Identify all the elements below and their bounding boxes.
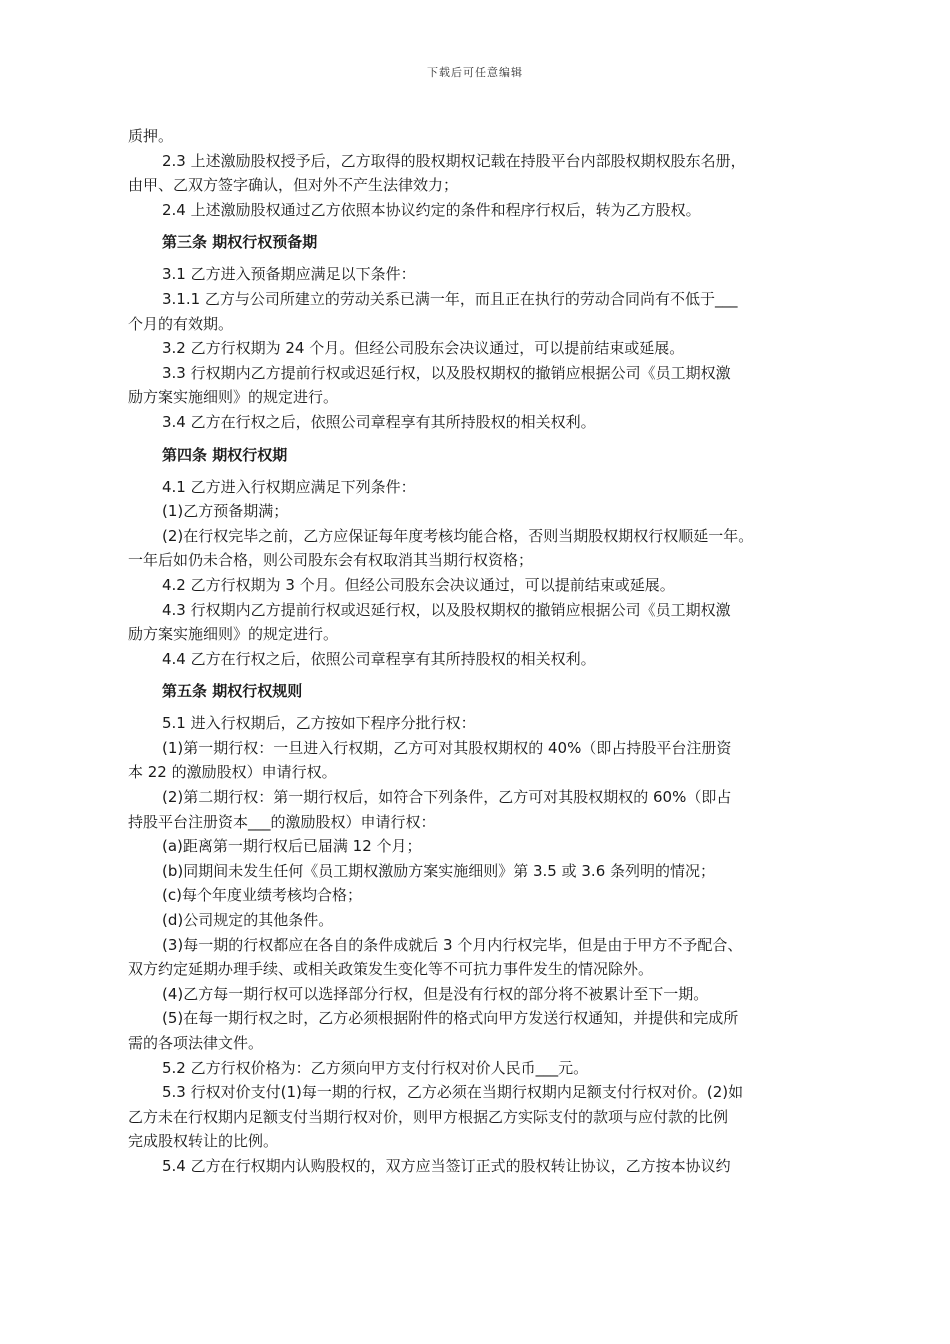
paragraph-line: (b)同期间未发生任何《员工期权激励方案实施细则》第 3.5 或 3.6 条列明的情况；	[162, 861, 716, 880]
section-heading: 第五条 期权行权规则	[162, 682, 303, 701]
paragraph-line: (5)在每一期行权之时，乙方必须根据附件的格式向甲方发送行权通知，并提供和完成所	[162, 1009, 739, 1028]
paragraph-line: 4.4 乙方在行权之后，依照公司章程享有其所持股权的相关权利。	[162, 649, 596, 668]
paragraph-line: 励方案实施细则》的规定进行。	[128, 388, 339, 407]
paragraph-line: 本 22 的激励股权）申请行权。	[128, 763, 337, 782]
paragraph-line: 双方约定延期办理手续、或相关政策发生变化等不可抗力事件发生的情况除外。	[128, 960, 654, 979]
paragraph-line: 持股平台注册资本___的激励股权）申请行权：	[128, 812, 436, 831]
paragraph-line: (1)第一期行权：一旦进入行权期，乙方可对其股权期权的 40%（即占持股平台注册资	[162, 738, 732, 757]
paragraph-line: (4)乙方每一期行权可以选择部分行权，但是没有行权的部分将不被累计至下一期。	[162, 984, 709, 1003]
section-heading: 第三条 期权行权预备期	[162, 233, 318, 252]
paragraph-line: 4.1 乙方进入行权期应满足下列条件：	[162, 477, 416, 496]
paragraph-line: 4.3 行权期内乙方提前行权或迟延行权，以及股权期权的撤销应根据公司《员工期权激	[162, 600, 731, 619]
paragraph-line: 乙方未在行权期内足额支付当期行权对价，则甲方根据乙方实际支付的款项与应付款的比例	[128, 1107, 729, 1126]
paragraph-line: 5.2 乙方行权价格为：乙方须向甲方支付行权对价人民币___元。	[162, 1058, 589, 1077]
paragraph-line: 需的各项法律文件。	[128, 1034, 264, 1052]
paragraph-line: 3.4 乙方在行权之后，依照公司章程享有其所持股权的相关权利。	[162, 412, 596, 431]
paragraph-line: (1)乙方预备期满；	[162, 502, 289, 521]
paragraph-line: (c)每个年度业绩考核均合格；	[162, 886, 362, 905]
paragraph-line: 5.1 进入行权期后，乙方按如下程序分批行权：	[162, 714, 476, 733]
paragraph-line: 由甲、乙双方签字确认，但对外不产生法律效力；	[128, 176, 459, 195]
paragraph-line: 2.4 上述激励股权通过乙方依照本协议约定的条件和程序行权后，转为乙方股权。	[162, 200, 701, 219]
paragraph-line: (2)第二期行权：第一期行权后，如符合下列条件，乙方可对其股权期权的 60%（即占	[162, 788, 732, 807]
paragraph-line: 3.1 乙方进入预备期应满足以下条件：	[162, 265, 416, 284]
paragraph-line: 2.3 上述激励股权授予后，乙方取得的股权期权记载在持股平台内部股权期权股东名册，	[162, 151, 746, 170]
paragraph-line: (2)在行权完毕之前，乙方应保证每年度考核均能合格，否则当期股权期权行权顺延一年。	[162, 526, 754, 545]
paragraph-line: 3.1.1 乙方与公司所建立的劳动关系已满一年，而且正在执行的劳动合同尚有不低于___	[162, 289, 738, 308]
paragraph-line: 质押。	[128, 127, 174, 145]
page-header: 下载后可任意编辑	[427, 66, 523, 79]
paragraph-line: 5.4 乙方在行权期内认购股权的，双方应当签订正式的股权转让协议，乙方按本协议约	[162, 1156, 731, 1175]
document-body	[128, 124, 818, 1179]
section-heading: 第四条 期权行权期	[162, 445, 288, 464]
paragraph-line: 个月的有效期。	[128, 314, 234, 333]
paragraph-line: (3)每一期的行权都应在各自的条件成就后 3 个月内行权完毕，但是由于甲方不予配合、	[162, 935, 743, 954]
paragraph-line: (a)距离第一期行权后已届满 12 个月；	[162, 837, 422, 856]
paragraph-line: 一年后如仍未合格，则公司股东会有权取消其当期行权资格；	[128, 551, 534, 570]
paragraph-line: 4.2 乙方行权期为 3 个月。但经公司股东会决议通过，可以提前结束或延展。	[162, 575, 675, 594]
paragraph-line: (d)公司规定的其他条件。	[162, 911, 334, 930]
paragraph-line: 3.3 行权期内乙方提前行权或迟延行权，以及股权期权的撤销应根据公司《员工期权激	[162, 363, 731, 382]
paragraph-line: 励方案实施细则》的规定进行。	[128, 625, 339, 644]
paragraph-line: 3.2 乙方行权期为 24 个月。但经公司股东会决议通过，可以提前结束或延展。	[162, 339, 685, 358]
paragraph-line: 5.3 行权对价支付(1)每一期的行权，乙方必须在当期行权期内足额支付行权对价。(2)如	[162, 1083, 744, 1102]
paragraph-line: 完成股权转让的比例。	[128, 1132, 279, 1151]
